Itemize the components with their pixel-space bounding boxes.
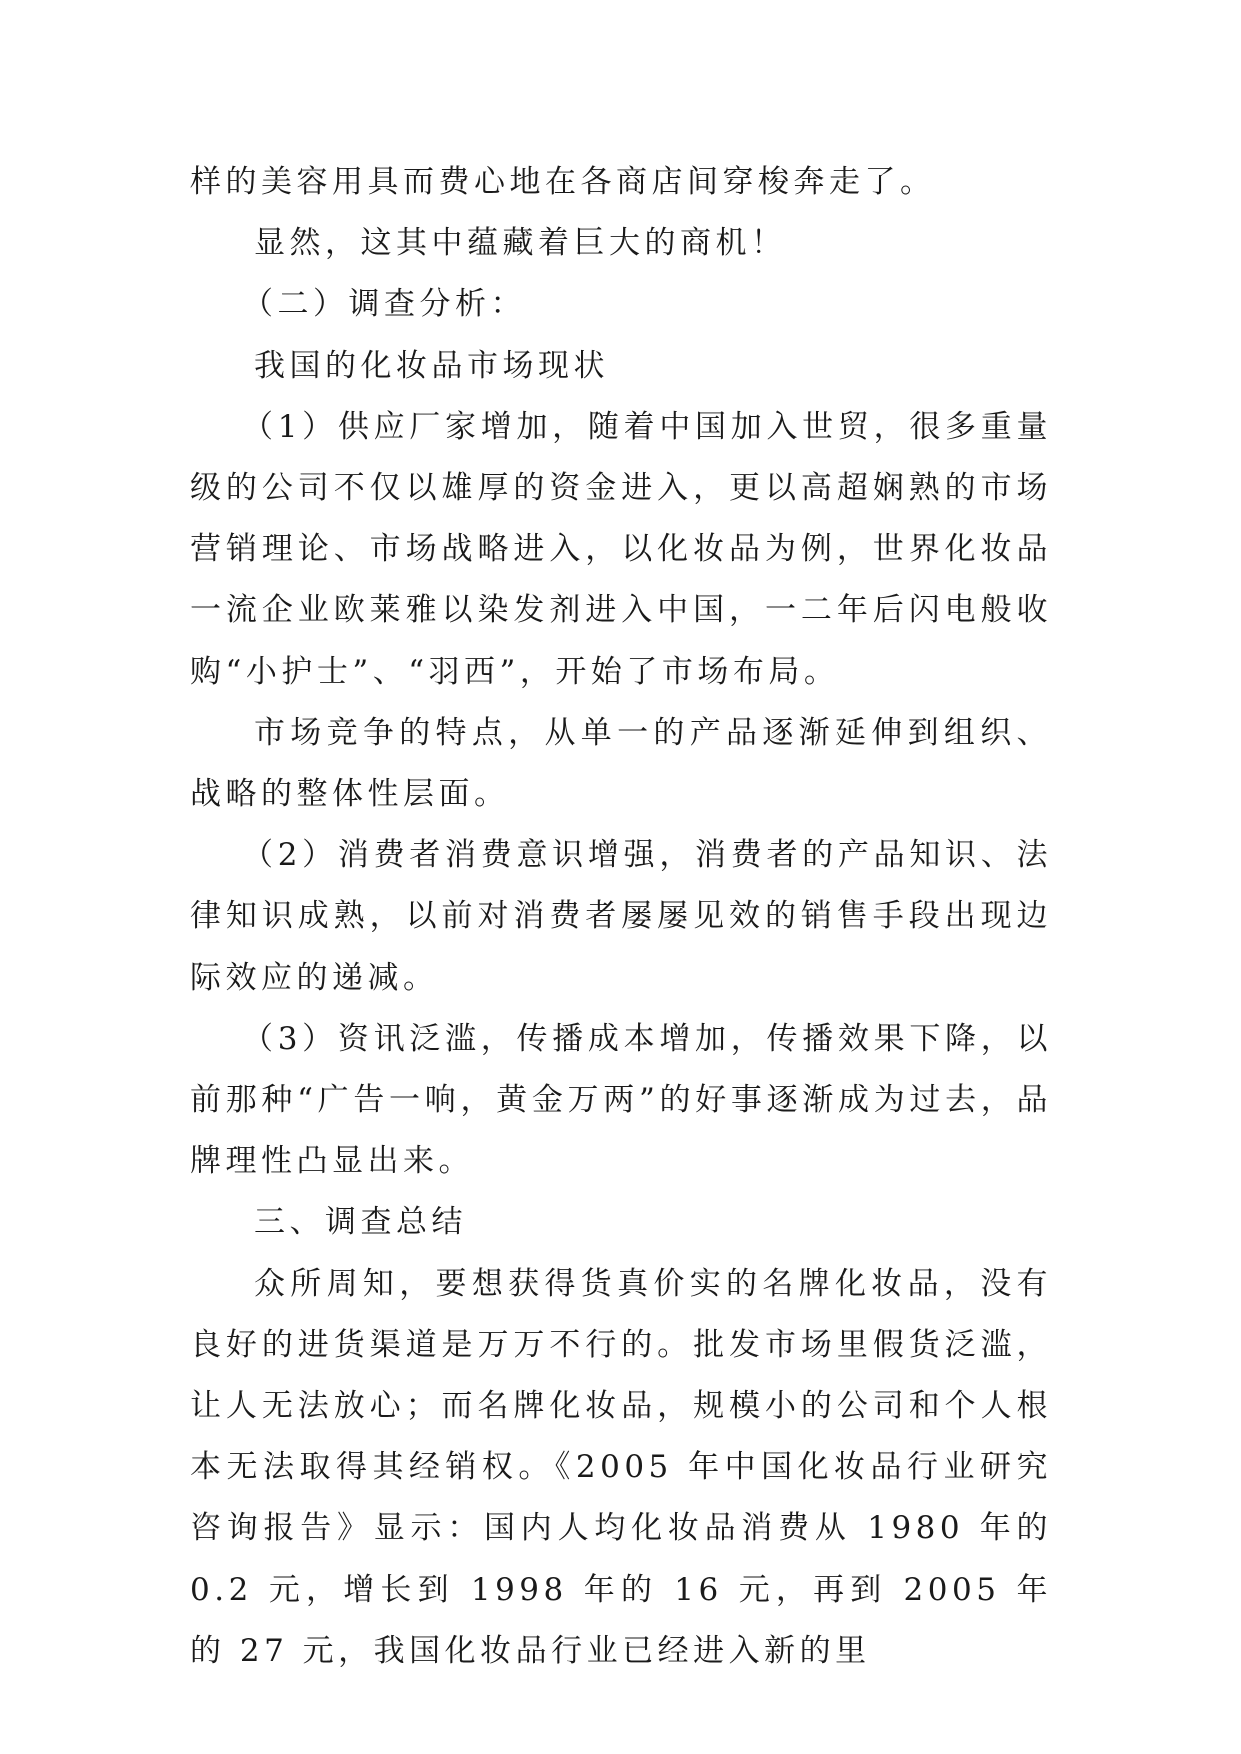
paragraph-point-3: （3）资讯泛滥，传播成本增加，传播效果下降，以前那种“广告一响，黄金万两”的好事逐渐成为过去，品牌理性凸显出来。 [190, 1020, 1052, 1180]
section-heading-survey-summary: 三、调查总结 [254, 1204, 467, 1241]
paragraph-point-2: （2）消费者消费意识增强，消费者的产品知识、法律知识成熟，以前对消费者屡屡见效的销售手段出现边际效应的递减。 [190, 837, 1052, 996]
document-body [190, 152, 1052, 1682]
section-heading-survey-analysis: （二）调查分析： [242, 286, 526, 323]
paragraph-point-1: （1）供应厂家增加，随着中国加入世贸，很多重量级的公司不仅以雄厚的资金进入，更以高超娴熟的市场营销理论、市场战略进入，以化妆品为例，世界化妆品一流企业欧莱雅以染发剂进入中国，一二年后闪电般收购“小护士”、“羽西”，开始了市场布局。 [190, 408, 1052, 690]
paragraph-continuation: 样的美容用具而费心地在各商店间穿梭奔走了。 [190, 164, 936, 200]
subheading-market-status: 我国的化妆品市场现状 [254, 347, 609, 384]
paragraph-summary: 众所周知，要想获得货真价实的名牌化妆品，没有良好的进货渠道是万万不行的。批发市场里假货泛滥，让人无法放心；而名牌化妆品，规模小的公司和个人根本无法取得其经销权。《2005 年中国化妆品行业研究咨询报告》显示：国内人均化妆品消费从 1980 年的 0.2 元，增长到 1998 年的 16 元，再到 2005 年的 27 元，我国化妆品行业已经进入新的里 [190, 1265, 1052, 1669]
paragraph-business-opportunity: 显然，这其中蕴藏着巨大的商机！ [254, 225, 787, 262]
paragraph-competition: 市场竞争的特点，从单一的产品逐渐延伸到组织、战略的整体性层面。 [190, 714, 1052, 813]
